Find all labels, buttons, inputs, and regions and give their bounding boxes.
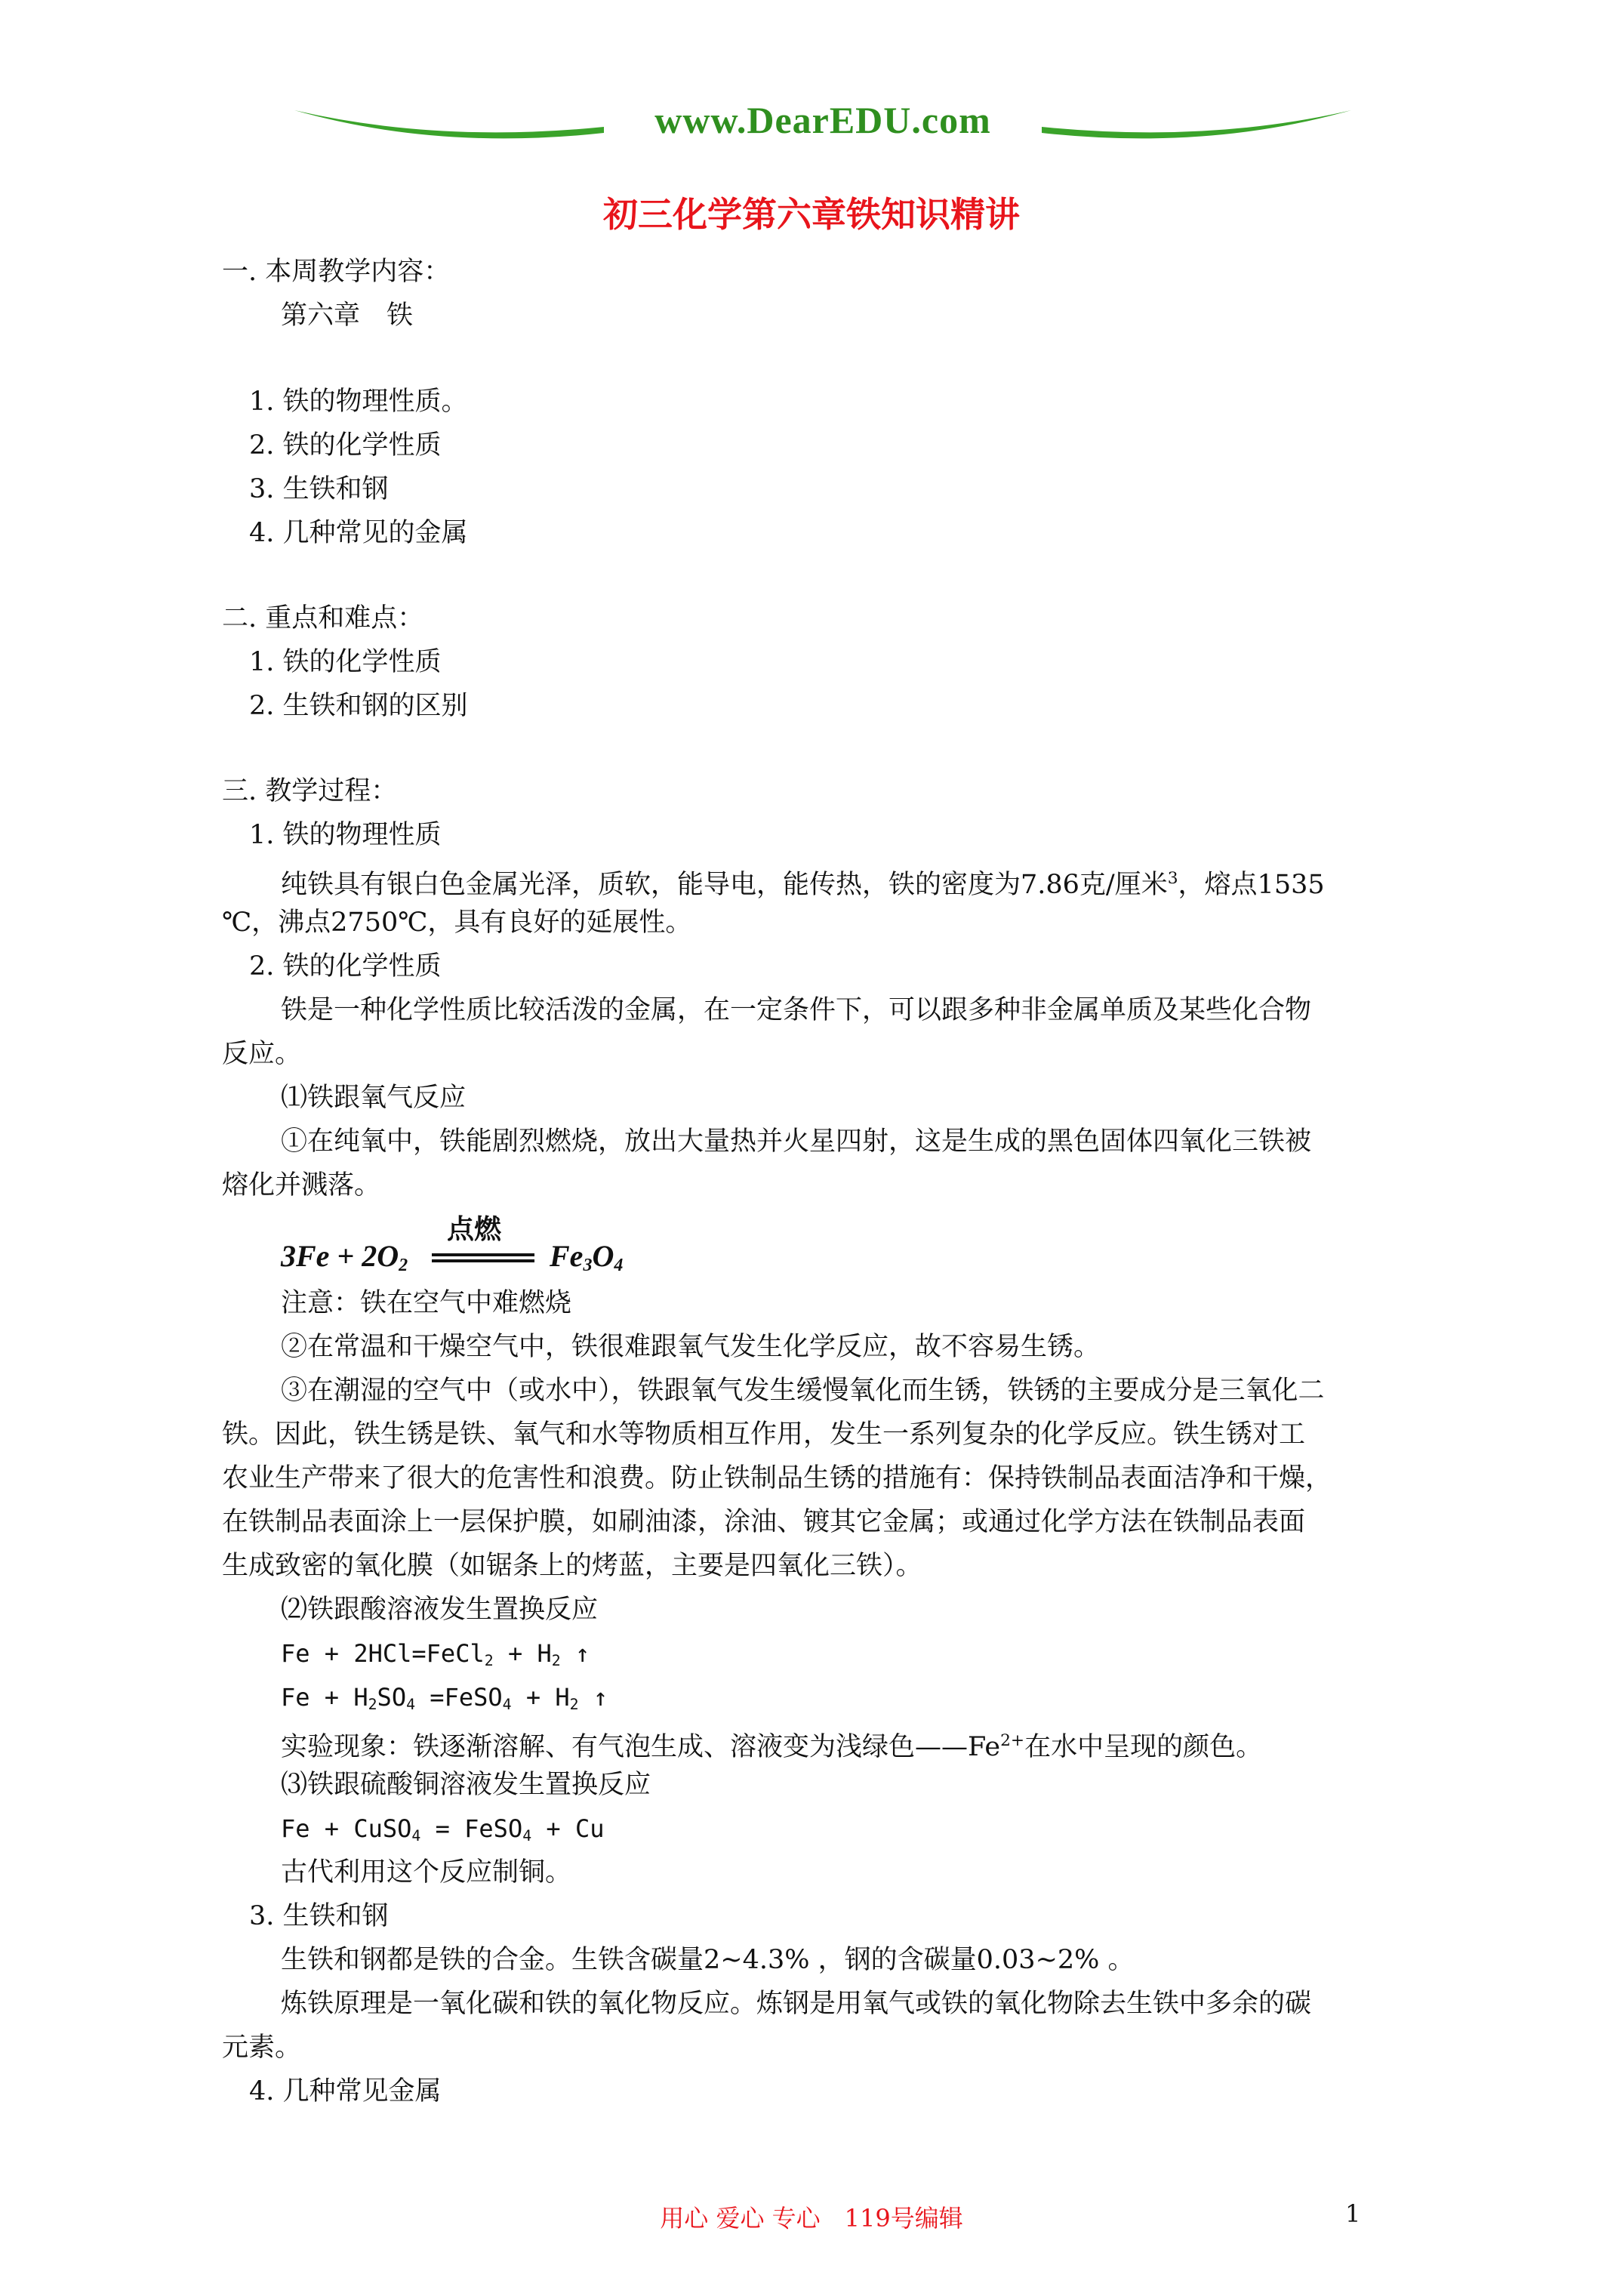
subsection-label: ⑵铁跟酸溶液发生置换反应 [281, 1595, 599, 1625]
text-run: O [592, 1239, 614, 1273]
chapter-label: 第六章 铁 [281, 300, 414, 331]
subscript: 4 [614, 1256, 624, 1275]
banner-text: www.DearEDU.com [654, 99, 991, 141]
paragraph-line: ②在常温和干燥空气中，铁很难跟氧气发生化学反应，故不容易生锈。 [281, 1332, 1101, 1362]
paragraph-line: ①在纯氧中，铁能剧烈燃烧，放出大量热并火星四射，这是生成的黑色固体四氧化三铁被 [281, 1126, 1312, 1157]
paragraph-line: 在铁制品表面涂上一层保护膜，如刷油漆，涂油、镀其它金属；或通过化学方法在铁制品表面 [222, 1507, 1306, 1537]
section-heading: 二. 重点和难点： [222, 603, 424, 633]
superscript: 2+ [1000, 1731, 1025, 1750]
text-run: + H [493, 1639, 552, 1668]
subscript: 3 [583, 1256, 593, 1275]
subscript: 4 [522, 1826, 532, 1845]
list-item: 4. 几种常见的金属 [249, 518, 468, 548]
paragraph-line: 农业生产带来了很大的危害性和浪费。防止铁制品生锈的措施有：保持铁制品表面洁净和干燥， [222, 1463, 1332, 1493]
superscript: 3 [1167, 869, 1178, 888]
paragraph-line: 元素。 [222, 2032, 302, 2063]
subscript: 4 [411, 1826, 421, 1845]
page-number: 1 [1345, 2199, 1361, 2228]
paragraph-line: 古代利用这个反应制铜。 [281, 1857, 572, 1888]
page-title: 初三化学第六章铁知识精讲 [603, 194, 1020, 235]
header-banner [287, 91, 1359, 159]
reaction-formula [281, 1681, 608, 1721]
text-run: ↑ [578, 1683, 608, 1712]
reaction-formula [281, 1637, 590, 1678]
reaction-condition: 点燃 [447, 1214, 502, 1245]
chemical-equation [281, 1208, 658, 1276]
paragraph-line: ③在潮湿的空气中（或水中），铁跟氧气发生缓慢氧化而生锈，铁锈的主要成分是三氧化二 [281, 1376, 1325, 1406]
paragraph-line: ℃，沸点2750℃，具有良好的延展性。 [222, 908, 692, 938]
text-run: ↑ [560, 1639, 590, 1668]
list-item: 3. 生铁和钢 [249, 474, 389, 504]
subsection-heading: 4. 几种常见金属 [249, 2076, 442, 2106]
subsection-heading: 2. 铁的化学性质 [249, 951, 442, 982]
text-run: SO [377, 1683, 407, 1712]
subscript: 2 [551, 1651, 561, 1669]
list-item: 2. 生铁和钢的区别 [249, 691, 468, 721]
paragraph-line: 铁是一种化学性质比较活泼的金属，在一定条件下，可以跟多种非金属单质及某些化合物 [281, 995, 1312, 1025]
subscript: 4 [502, 1695, 512, 1713]
reaction-formula [281, 1812, 604, 1853]
subsection-heading: 3. 生铁和钢 [249, 1901, 389, 1931]
text-run: 实验现象：铁逐渐溶解、有气泡生成、溶液变为浅绿色——Fe [281, 1732, 1001, 1763]
subscript: 2 [368, 1695, 377, 1713]
text-run: Fe [550, 1239, 584, 1273]
list-item: 1. 铁的化学性质 [249, 647, 442, 677]
text-run: + H [511, 1683, 570, 1712]
paragraph-line: 熔化并溅落。 [222, 1170, 381, 1200]
footer-text: 用心 爱心 专心 119号编辑 [660, 2204, 963, 2233]
paragraph-line [281, 1724, 1262, 1764]
section-heading: 一. 本周教学内容： [222, 257, 451, 287]
text-run: ，熔点1535 [1178, 870, 1325, 901]
text-run: = FeSO [420, 1814, 523, 1843]
text-run: =FeSO [415, 1683, 503, 1712]
subscript: 4 [406, 1695, 416, 1713]
text-run: 纯铁具有银白色金属光泽，质软，能导电，能传热，铁的密度为7.86克/厘米 [281, 870, 1168, 901]
text-run: Fe + H [281, 1683, 368, 1712]
paragraph-line: 生铁和钢都是铁的合金。生铁含碳量2~4.3% ，钢的含碳量0.03~2% 。 [281, 1945, 1135, 1975]
equation-rhs [550, 1238, 623, 1276]
text-run: Fe + 2HCl=FeCl [281, 1639, 485, 1668]
text-run: Fe + CuSO [281, 1814, 412, 1843]
subsection-heading: 1. 铁的物理性质 [249, 820, 442, 850]
text-run: 在水中呈现的颜色。 [1024, 1732, 1263, 1763]
subscript: 2 [399, 1256, 408, 1275]
section-heading: 三. 教学过程： [222, 776, 398, 806]
subsection-label: ⑴铁跟氧气反应 [281, 1083, 467, 1113]
subsection-label: ⑶铁跟硫酸铜溶液发生置换反应 [281, 1770, 651, 1800]
note-line: 注意：铁在空气中难燃烧 [281, 1288, 572, 1318]
paragraph-line: 炼铁原理是一氧化碳和铁的氧化物反应。炼钢是用氧气或铁的氧化物除去生铁中多余的碳 [281, 1989, 1312, 2019]
paragraph-line: 铁。因此，铁生锈是铁、氧气和水等物质相互作用，发生一系列复杂的化学反应。铁生锈对工 [222, 1419, 1306, 1450]
equals-bar [432, 1259, 534, 1262]
paragraph-line [281, 862, 1325, 901]
equals-bar [432, 1253, 534, 1256]
list-item: 1. 铁的物理性质。 [249, 387, 468, 417]
list-item: 2. 铁的化学性质 [249, 430, 442, 461]
equation-lhs [281, 1238, 408, 1276]
paragraph-line: 生成致密的氧化膜（如锯条上的烤蓝，主要是四氧化三铁）。 [222, 1551, 922, 1581]
subscript: 2 [484, 1651, 494, 1669]
paragraph-line: 反应。 [222, 1039, 302, 1069]
text-run: + Cu [531, 1814, 605, 1843]
subscript: 2 [569, 1695, 579, 1713]
text-run: 3Fe + 2O [281, 1239, 399, 1273]
